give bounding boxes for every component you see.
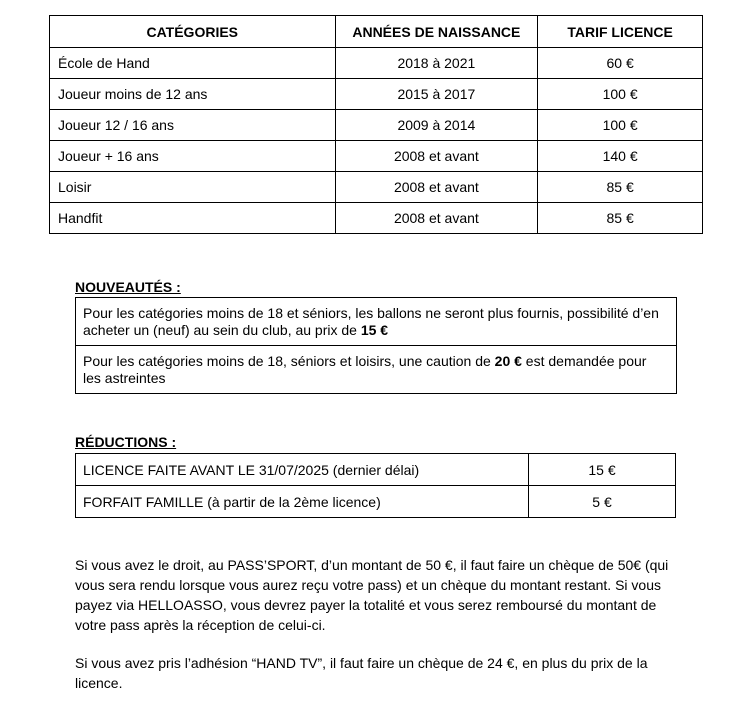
tarif-cell: 140 € <box>538 141 703 172</box>
table-row <box>50 172 703 203</box>
annees-cell: 2018 à 2021 <box>335 48 538 79</box>
tarif-cell: 100 € <box>538 79 703 110</box>
tarifs-table <box>49 15 703 234</box>
nouveaute-text <box>76 346 677 394</box>
annees-cell: 2008 et avant <box>335 203 538 234</box>
pass-sport-note: Si vous avez le droit, au PASS’SPORT, d’un montant de 50 €, il faut faire un chèque de 50€ (qui vous sera rendu lorsque vous aurez reçu votre pass) et un chèque du montant restant. Si vous payez via HELLOASSO, vous devrez payer la totalité et vous serez remboursé du montant de votre pass après la réception de celui-ci. <box>75 557 669 633</box>
nouveaute-text <box>76 298 677 346</box>
reduction-label: FORFAIT FAMILLE (à partir de la 2ème licence) <box>76 486 529 518</box>
nouveaute-price: 20 € <box>494 353 522 369</box>
annees-cell: 2015 à 2017 <box>335 79 538 110</box>
annees-cell: 2009 à 2014 <box>335 110 538 141</box>
tarifs-header-row <box>50 16 703 48</box>
categorie-cell: Joueur 12 / 16 ans <box>50 110 336 141</box>
categorie-cell: Loisir <box>50 172 336 203</box>
list-item <box>76 346 677 394</box>
tarif-cell: 100 € <box>538 110 703 141</box>
table-row <box>50 110 703 141</box>
table-row <box>76 454 676 486</box>
header-annees-naissance: ANNÉES DE NAISSANCE <box>335 16 538 48</box>
table-row <box>76 486 676 518</box>
table-row <box>50 203 703 234</box>
table-row <box>50 48 703 79</box>
reduction-label: LICENCE FAITE AVANT LE 31/07/2025 (dernier délai) <box>76 454 529 486</box>
categorie-cell: École de Hand <box>50 48 336 79</box>
nouveautes-table <box>75 297 677 394</box>
nouveaute-text-start: Pour les catégories moins de 18 et séniors, les ballons ne seront plus fournis, possibilité d’en acheter un (neuf) au sein du club, au prix de <box>83 305 659 338</box>
hand-tv-note: Si vous avez pris l’adhésion “HAND TV”, il faut faire un chèque de 24 €, en plus du prix de la licence. <box>75 655 648 691</box>
reduction-value: 5 € <box>529 486 676 518</box>
categorie-cell: Handfit <box>50 203 336 234</box>
tarif-cell: 85 € <box>538 172 703 203</box>
tarif-cell: 85 € <box>538 203 703 234</box>
nouveautes-title: NOUVEAUTÉS : <box>75 279 181 295</box>
header-tarif-licence: TARIF LICENCE <box>538 16 703 48</box>
annees-cell: 2008 et avant <box>335 141 538 172</box>
reduction-value: 15 € <box>529 454 676 486</box>
table-row <box>50 141 703 172</box>
header-categories: CATÉGORIES <box>50 16 336 48</box>
table-row <box>50 79 703 110</box>
tarif-cell: 60 € <box>538 48 703 79</box>
categorie-cell: Joueur + 16 ans <box>50 141 336 172</box>
nouveaute-price: 15 € <box>360 322 389 338</box>
nouveaute-text-end: est demandée pour les astreintes <box>83 353 647 386</box>
annees-cell: 2008 et avant <box>335 172 538 203</box>
reductions-title: RÉDUCTIONS : <box>75 434 177 450</box>
reductions-table <box>75 453 676 518</box>
nouveaute-text-start: Pour les catégories moins de 18, séniors et loisirs, une caution de <box>83 353 495 369</box>
categorie-cell: Joueur moins de 12 ans <box>50 79 336 110</box>
list-item <box>76 298 677 346</box>
